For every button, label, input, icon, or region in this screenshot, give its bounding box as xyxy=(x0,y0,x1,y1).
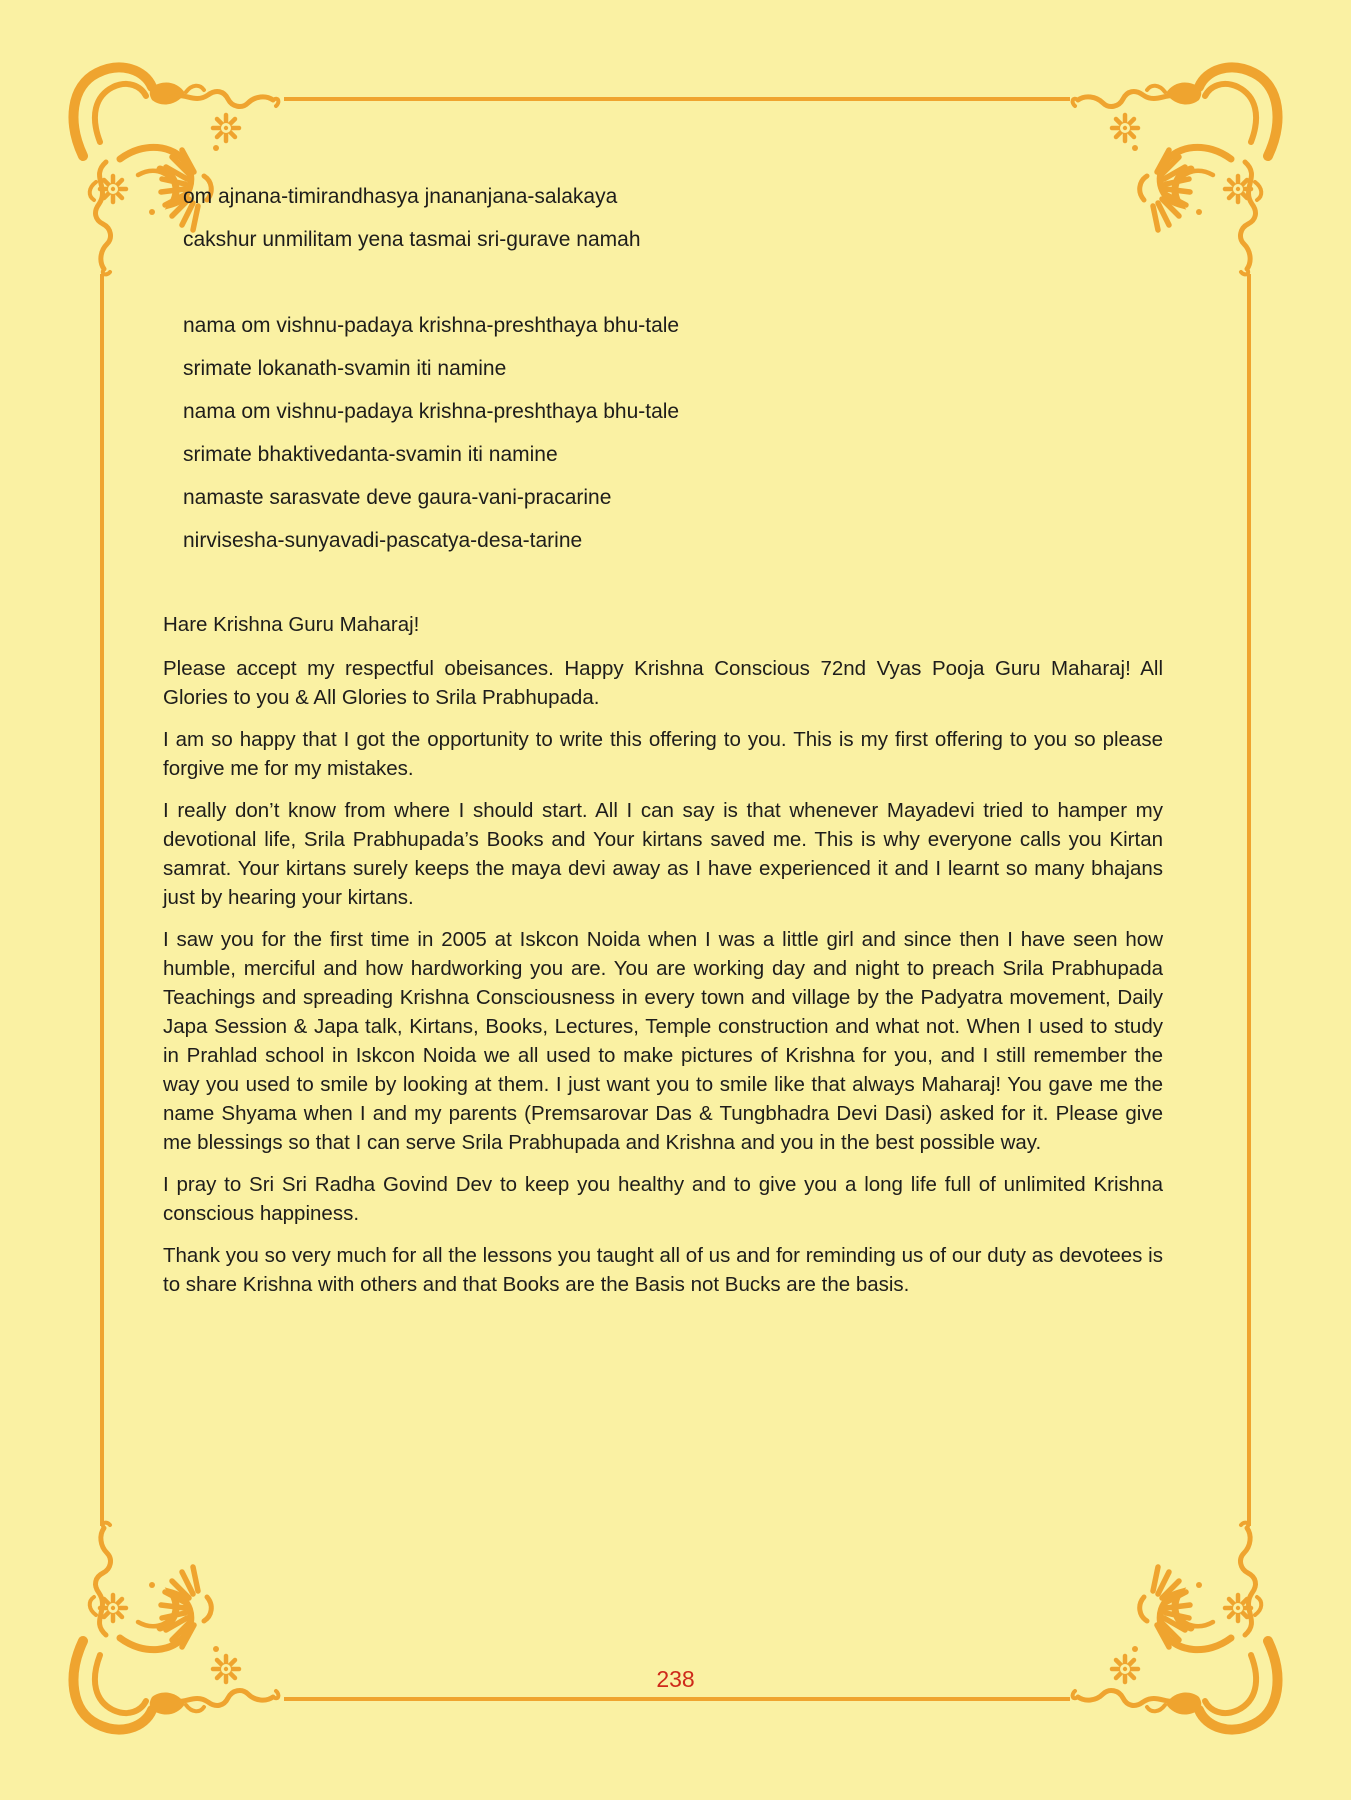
letter-paragraph: I am so happy that I got the opportunity to write this offering to you. This is my first offering to you so please forgive me for my mistakes. xyxy=(163,728,1163,780)
border-line-right xyxy=(1247,274,1251,1526)
offering-letter xyxy=(163,175,1163,1312)
verse-line: srimate lokanath-svamin iti namine xyxy=(183,357,507,380)
border-line-left xyxy=(100,274,104,1526)
floral-corner-ornament-bottom-right-icon xyxy=(1069,1519,1285,1735)
letter-paragraph: I really don’t know from where I should start. All I can say is that whenever Mayadevi tried to hamper my devotional life, Srila Prabhupada’s Books and Your kirtans saved me. This is why everyone calls you Kirtan samrat. Your kirtans surely keeps the maya devi away as I have experienced it and I learnt so many bhajans just by hearing your kirtans. xyxy=(163,799,1163,909)
verse-line: nama om vishnu-padaya krishna-preshthaya bhu-tale xyxy=(183,400,680,423)
letter-paragraph: Please accept my respectful obeisances. Happy Krishna Conscious 72nd Vyas Pooja Guru Maharaj! All Glories to you & All Glories to Srila Prabhupada. xyxy=(163,657,1163,709)
invocation-verse-guru xyxy=(183,175,1163,261)
invocation-verse-pranam xyxy=(183,304,1163,562)
border-line-bottom xyxy=(284,1697,1070,1701)
verse-line: nama om vishnu-padaya krishna-preshthaya bhu-tale xyxy=(183,314,680,337)
verse-line: om ajnana-timirandhasya jnananjana-salakaya xyxy=(183,185,618,208)
verse-line: srimate bhaktivedanta-svamin iti namine xyxy=(183,443,558,466)
floral-corner-ornament-bottom-left-icon xyxy=(66,1519,282,1735)
letter-paragraph: I saw you for the first time in 2005 at Iskcon Noida when I was a little girl and since then I have seen how humble, merciful and how hardworking you are. You are working day and night to preach Srila Prabhupada Teachings and spreading Krishna Consciousness in every town and village by the Padyatra movement, Daily Japa Session & Japa talk, Kirtans, Books, Lectures, Temple construction and what not. When I used to study in Prahlad school in Iskcon Noida we all used to make pictures of Krishna for you, and I still remember the way you used to smile by looking at them. I just want you to smile like that always Maharaj! You gave me the name Shyama when I and my parents (Premsarovar Das & Tungbhadra Devi Dasi) asked for it. Please give me blessings so that I can serve Srila Prabhupada and Krishna and you in the best possible way. xyxy=(163,928,1163,1154)
letter-paragraph: I pray to Sri Sri Radha Govind Dev to keep you healthy and to give you a long life full of unlimited Krishna conscious happiness. xyxy=(163,1173,1163,1225)
page-number: 238 xyxy=(656,1666,695,1692)
border-line-top xyxy=(284,97,1070,101)
verse-line: nirvisesha-sunyavadi-pascatya-desa-tarine xyxy=(183,529,583,552)
verse-line: cakshur unmilitam yena tasmai sri-gurave namah xyxy=(183,228,641,251)
letter-greeting: Hare Krishna Guru Maharaj! xyxy=(163,613,420,636)
verse-line: namaste sarasvate deve gaura-vani-pracarine xyxy=(183,486,612,509)
letter-paragraph: Thank you so very much for all the lessons you taught all of us and for reminding us of our duty as devotees is to share Krishna with others and that Books are the Basis not Bucks are the basis. xyxy=(163,1244,1163,1296)
